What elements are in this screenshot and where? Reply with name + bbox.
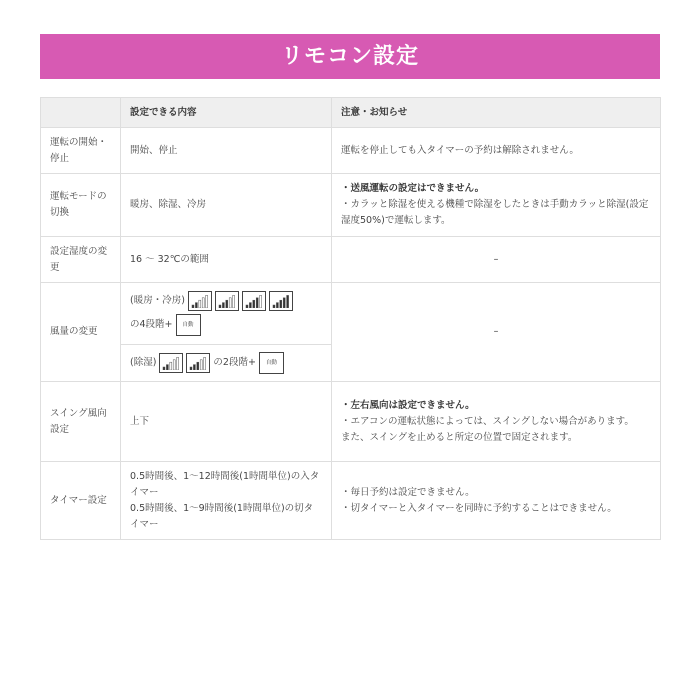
fan-bar-filled — [192, 305, 194, 308]
row-note: – — [332, 237, 661, 283]
fan-bar-filled — [283, 298, 285, 308]
fan-bar-filled — [167, 365, 169, 370]
fan-bar-filled — [280, 300, 282, 308]
fan-bar-filled — [256, 298, 258, 308]
fan-bar-empty — [177, 357, 179, 370]
fan-bar-filled — [219, 305, 221, 308]
fan-bar-filled — [273, 305, 275, 308]
fan-bar-filled — [190, 367, 192, 370]
fan-bars-graphic — [189, 357, 207, 370]
fan-bar-empty — [206, 295, 208, 308]
fan-speed-bars-icon — [186, 353, 210, 373]
row-note — [332, 462, 661, 540]
table-row — [41, 283, 661, 345]
row-content: 暖房、除湿、冷房 — [121, 174, 332, 237]
content-line: 0.5時間後、1〜9時間後(1時間単位)の切タイマー — [130, 502, 314, 530]
row-content — [121, 462, 332, 540]
table-row — [41, 174, 661, 237]
fan-bar-filled — [246, 305, 248, 308]
heat-cool-suffix: の4段階+ — [130, 319, 173, 330]
fan-bar-filled — [276, 303, 278, 308]
row-content: 16 〜 32℃の範囲 — [121, 237, 332, 283]
row-label: 運転モードの切換 — [41, 174, 121, 237]
fan-bar-filled — [249, 303, 251, 308]
header-notes: 注意・お知らせ — [332, 98, 661, 128]
note-line: ・毎日予約は設定できません。 — [341, 486, 475, 498]
auto-mode-icon: 自動 — [259, 352, 284, 374]
row-note: – — [332, 283, 661, 382]
row-label: スイング風向設定 — [41, 382, 121, 462]
fan-bar-filled — [222, 303, 224, 308]
row-label: 運転の開始・停止 — [41, 128, 121, 174]
note-line: ・エアコンの運転状態によっては、スイングしない場合があります。 — [341, 415, 634, 427]
fan-bar-filled — [287, 295, 289, 308]
fan-bar-empty — [204, 357, 206, 370]
page-title: リモコン設定 — [40, 34, 660, 79]
dehumid-prefix: (除湿) — [130, 357, 157, 368]
fan-bar-filled — [195, 303, 197, 308]
table-row — [41, 128, 661, 174]
row-label: タイマー設定 — [41, 462, 121, 540]
header-blank — [41, 98, 121, 128]
fan-bar-empty — [260, 295, 262, 308]
heat-cool-prefix: (暖房・冷房) — [130, 295, 185, 306]
fan-bar-empty — [201, 360, 203, 370]
row-label: 風量の変更 — [41, 283, 121, 382]
table-row — [41, 237, 661, 283]
table-row — [41, 382, 661, 462]
fan-bars-graphic — [245, 295, 263, 308]
note-line: ・カラッと除湿を使える機種で除湿をしたときは手動カラッと除湿(設定湿度50%)で運転します。 — [341, 199, 649, 226]
row-note — [332, 174, 661, 237]
fan-speed-bars-icon — [242, 291, 266, 311]
dehumid-suffix: の2段階+ — [213, 357, 256, 368]
fan-bars-graphic — [218, 295, 236, 308]
table-header-row — [41, 98, 661, 128]
fan-bar-filled — [226, 300, 228, 308]
remote-settings-table — [40, 97, 661, 540]
row-note: 運転を停止しても入タイマーの予約は解除されません。 — [332, 128, 661, 174]
row-content-dehumid — [121, 345, 332, 382]
note-bold-line: ・送風運転の設定はできません。 — [341, 183, 485, 194]
note-bold-line: ・左右風向は設定できません。 — [341, 399, 475, 411]
fan-bar-empty — [229, 298, 231, 308]
fan-speed-bars-icon — [215, 291, 239, 311]
row-label: 設定湿度の変更 — [41, 237, 121, 283]
header-settable-content: 設定できる内容 — [121, 98, 332, 128]
fan-bar-empty — [174, 360, 176, 370]
note-line: ・切タイマーと入タイマーを同時に予約することはできません。 — [341, 502, 617, 514]
fan-bar-filled — [253, 300, 255, 308]
auto-mode-icon: 自動 — [176, 314, 201, 336]
row-content: 開始、停止 — [121, 128, 332, 174]
fan-bar-filled — [194, 365, 196, 370]
fan-speed-bars-icon — [269, 291, 293, 311]
fan-bar-empty — [170, 362, 172, 370]
fan-bars-graphic — [191, 295, 209, 308]
fan-bars-graphic — [272, 295, 290, 308]
row-note — [332, 382, 661, 462]
fan-bar-empty — [199, 300, 201, 308]
fan-bar-empty — [233, 295, 235, 308]
fan-bar-filled — [163, 367, 165, 370]
table-row — [41, 462, 661, 540]
fan-bar-filled — [197, 362, 199, 370]
fan-bars-graphic — [162, 357, 180, 370]
row-content-heat-cool — [121, 283, 332, 345]
note-line: また、スイングを止めると所定の位置で固定されます。 — [341, 431, 578, 443]
content-line: 0.5時間後、1〜12時間後(1時間単位)の入タイマー — [130, 470, 320, 498]
fan-speed-bars-icon — [159, 353, 183, 373]
row-content: 上下 — [121, 382, 332, 462]
fan-bar-empty — [202, 298, 204, 308]
fan-speed-bars-icon — [188, 291, 212, 311]
